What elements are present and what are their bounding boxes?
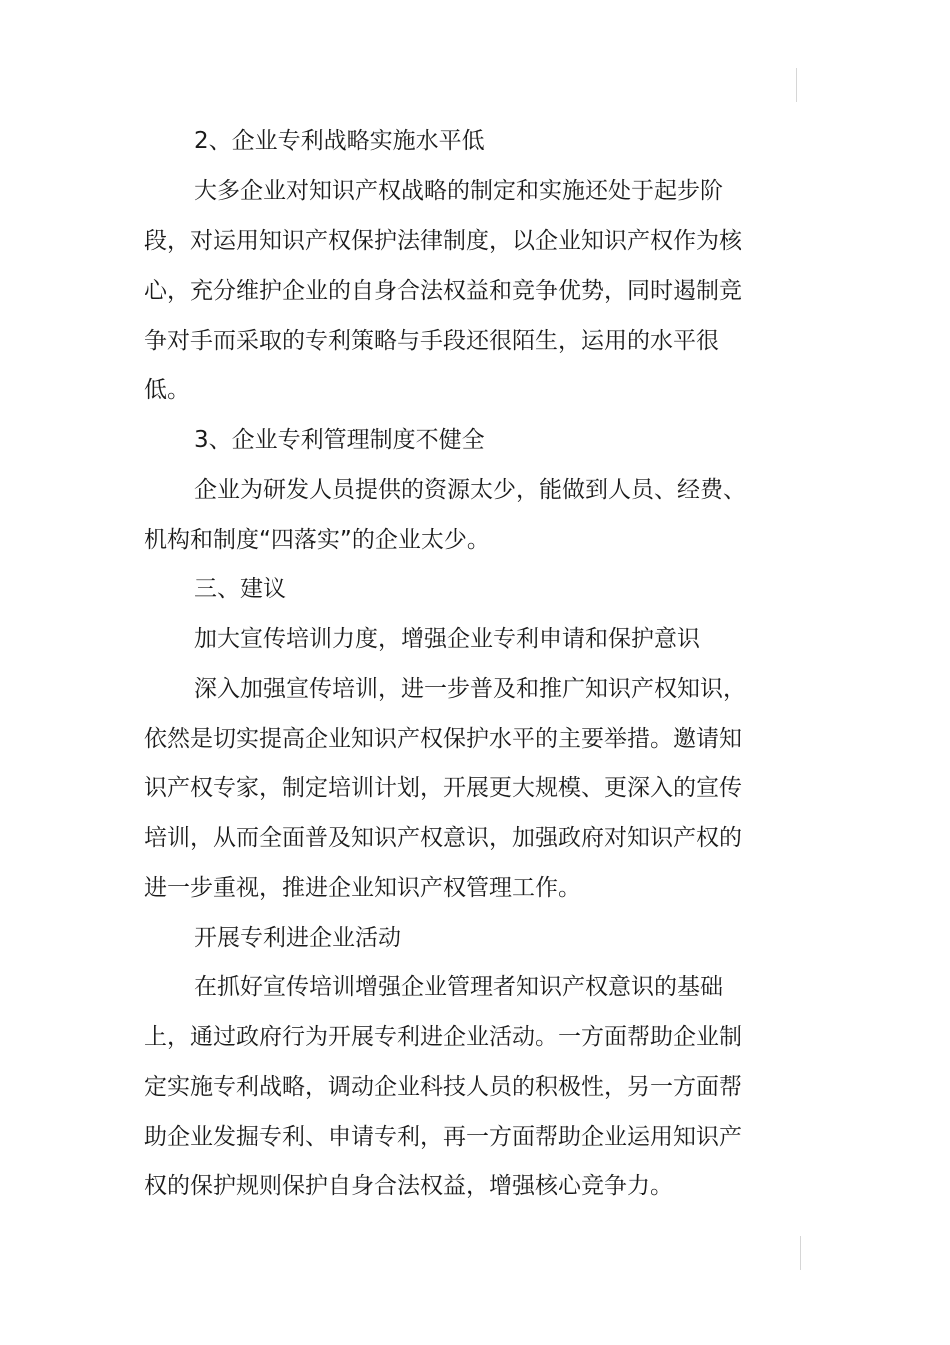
paragraph-line: 段，对运用知识产权保护法律制度，以企业知识产权作为核: [144, 228, 742, 254]
paragraph-line: 识产权专家，制定培训计划，开展更大规模、更深入的宣传: [144, 775, 742, 801]
paragraph-line: 权的保护规则保护自身合法权益，增强核心竞争力。: [144, 1173, 673, 1199]
paragraph-line: 企业为研发人员提供的资源太少，能做到人员、经费、: [194, 477, 746, 503]
page-edge-mark-top: [796, 68, 797, 102]
paragraph-line: 培训，从而全面普及知识产权意识，加强政府对知识产权的: [144, 825, 742, 851]
heading-patent-strategy: 2、企业专利战略实施水平低: [194, 128, 485, 154]
paragraph-line: 进一步重视，推进企业知识产权管理工作。: [144, 875, 581, 901]
subheading-patent-activities: 开展专利进企业活动: [194, 925, 401, 951]
paragraph-line: 深入加强宣传培训，进一步普及和推广知识产权知识，: [194, 676, 746, 702]
paragraph-line: 争对手而采取的专利策略与手段还很陌生，运用的水平很: [144, 328, 719, 354]
paragraph-line: 依然是切实提高企业知识产权保护水平的主要举措。邀请知: [144, 726, 742, 752]
paragraph-line: 机构和制度“四落实”的企业太少。: [144, 527, 490, 553]
paragraph-line: 心，充分维护企业的自身合法权益和竞争优势，同时遏制竞: [144, 278, 742, 304]
paragraph-line: 上，通过政府行为开展专利进企业活动。一方面帮助企业制: [144, 1024, 742, 1050]
page-edge-mark-bottom: [800, 1236, 801, 1270]
heading-suggestions: 三、建议: [194, 576, 286, 602]
paragraph-line: 大多企业对知识产权战略的制定和实施还处于起步阶: [194, 178, 723, 204]
paragraph-line: 助企业发掘专利、申请专利，再一方面帮助企业运用知识产: [144, 1124, 742, 1150]
paragraph-line: 在抓好宣传培训增强企业管理者知识产权意识的基础: [194, 974, 723, 1000]
paragraph-line: 定实施专利战略，调动企业科技人员的积极性，另一方面帮: [144, 1074, 742, 1100]
heading-patent-management: 3、企业专利管理制度不健全: [194, 427, 485, 453]
paragraph-line: 低。: [144, 377, 190, 403]
subheading-publicity-training: 加大宣传培训力度，增强企业专利申请和保护意识: [194, 626, 700, 652]
